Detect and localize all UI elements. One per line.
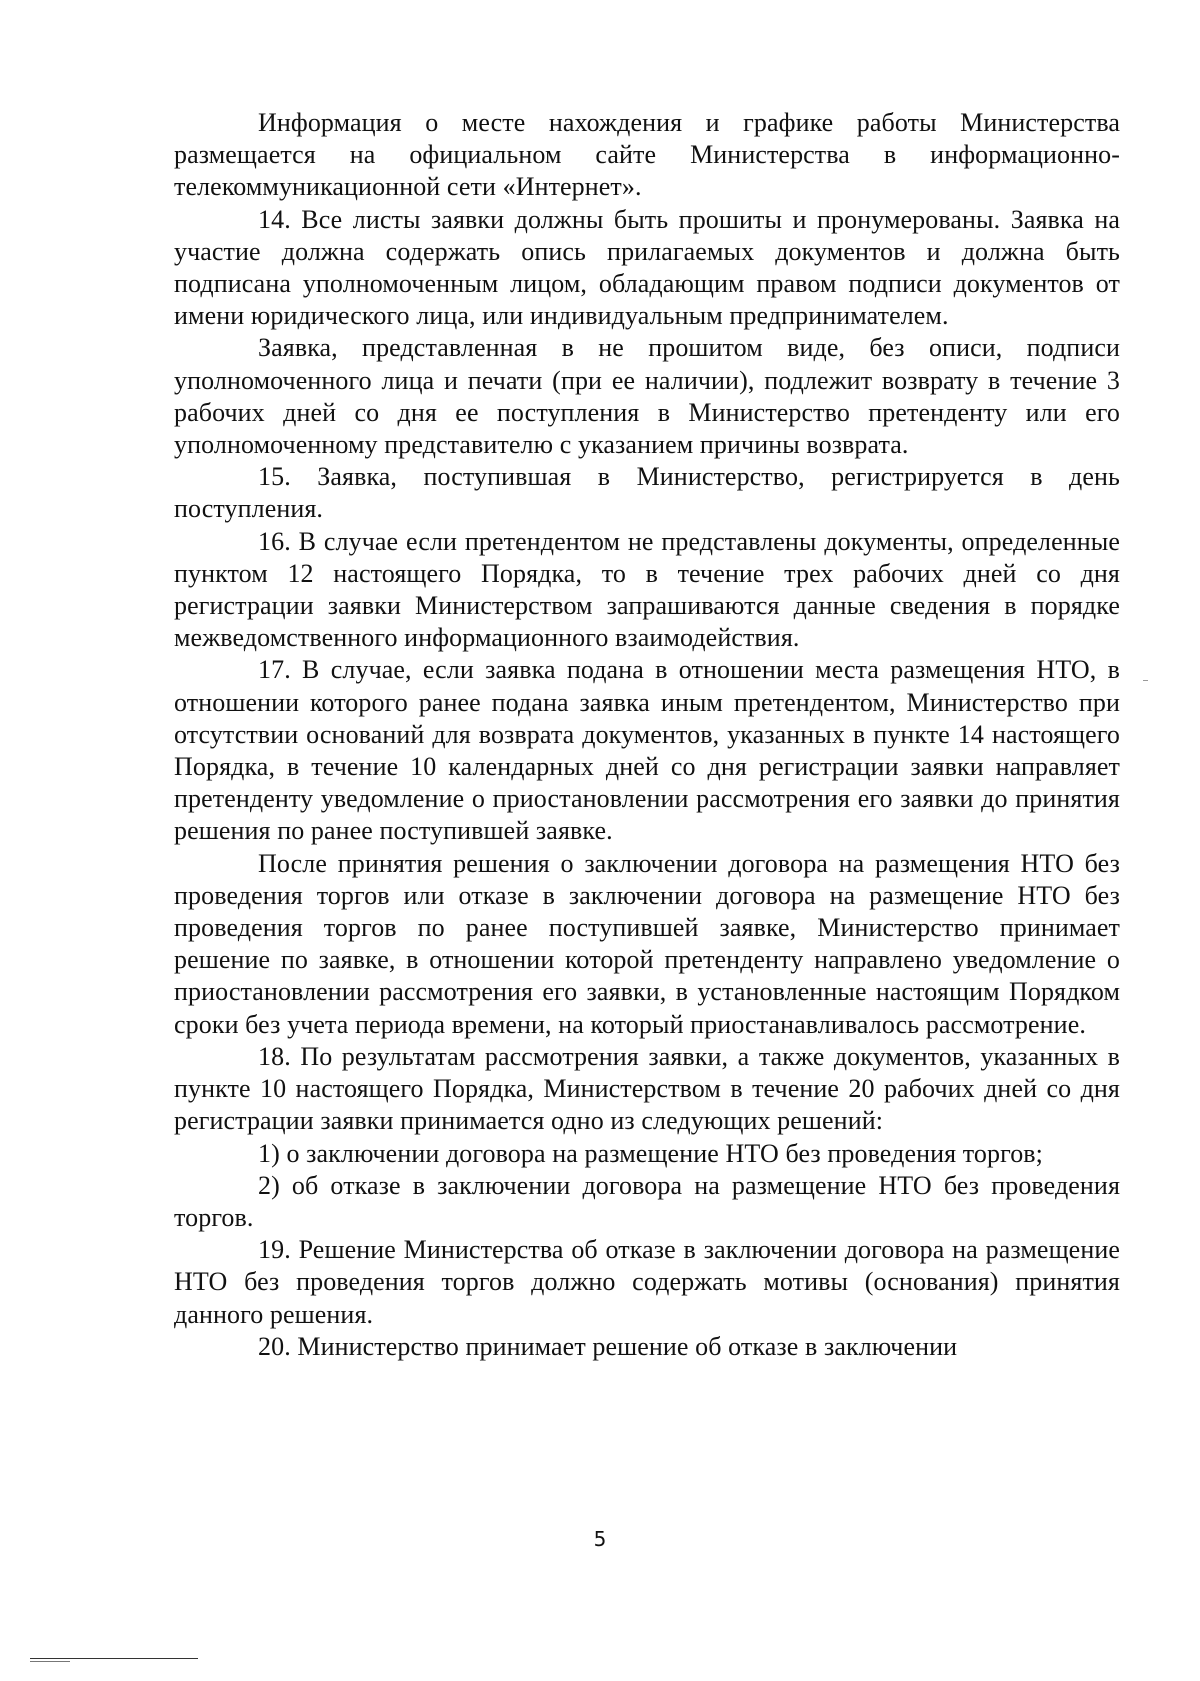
document-body: [174, 107, 1120, 1363]
footer-rule-short: [30, 1661, 70, 1662]
paragraph-15: 15. Заявка, поступившая в Министерство, регистрируется в день поступления.: [174, 462, 1120, 524]
paragraph-18-option-1: 1) о заключении договора на размещение НТО без проведения торгов;: [258, 1138, 1044, 1168]
paragraph-14-return: Заявка, представленная в не прошитом виде, без описи, подписи уполномоченного лица и печати (при ее наличии), подлежит возврату в течение 3 рабочих дней со дня ее поступления в Министерство претенденту или его уполномоченному представителю с указанием причины возврата.: [174, 333, 1120, 460]
paragraph-14: 14. Все листы заявки должны быть прошиты и пронумерованы. Заявка на участие должна содержать опись прилагаемых документов и должна быть подписана уполномоченным лицом, обладающим правом подписи документов от имени юридического лица, или индивидуальным предпринимателем.: [174, 204, 1120, 331]
page-number: 5: [593, 1527, 607, 1551]
paragraph-17: 17. В случае, если заявка подана в отношении места размещения НТО, в отношении которого ранее подана заявка иным претендентом, Министерство при отсутствии оснований для возврата документов, указанных в пункте 14 настоящего Порядка, в течение 10 календарных дней со дня регистрации заявки направляет претенденту уведомление о приостановлении рассмотрения его заявки до принятия решения по ранее поступившей заявке.: [174, 655, 1120, 846]
scan-edge-mark: [1143, 680, 1148, 681]
paragraph-18-option-2: 2) об отказе в заключении договора на размещение НТО без проведения торгов.: [174, 1170, 1120, 1232]
paragraph-ministry-info: Информация о месте нахождения и графике работы Министерства размещается на официальном сайте Министерства в информационно-телекоммуникационной сети «Интернет».: [174, 108, 1120, 202]
paragraph-19: 19. Решение Министерства об отказе в заключении договора на размещение НТО без проведения торгов должно содержать мотивы (основания) принятия данного решения.: [174, 1235, 1120, 1329]
paragraph-18: 18. По результатам рассмотрения заявки, а также документов, указанных в пункте 10 настоящего Порядка, Министерством в течение 20 рабочих дней со дня регистрации заявки принимается одно из следующих решений:: [174, 1041, 1120, 1136]
paragraph-20: 20. Министерство принимает решение об отказе в заключении: [258, 1331, 958, 1361]
footer-rule: [30, 1658, 198, 1659]
paragraph-17-after-decision: После принятия решения о заключении договора на размещения НТО без проведения торгов или отказе в заключении договора на размещение НТО без проведения торгов по ранее поступившей заявке, Министерство принимает решение по заявке, в отношении которой претенденту направлено уведомление о приостановлении рассмотрения его заявки, в установленные настоящим Порядком сроки без учета периода времени, на который приостанавливалось рассмотрение.: [174, 848, 1120, 1039]
paragraph-16: 16. В случае если претендентом не представлены документы, определенные пунктом 12 настоящего Порядка, то в течение трех рабочих дней со дня регистрации заявки Министерством запрашиваются данные сведения в порядке межведомственного информационного взаимодействия.: [174, 526, 1120, 653]
